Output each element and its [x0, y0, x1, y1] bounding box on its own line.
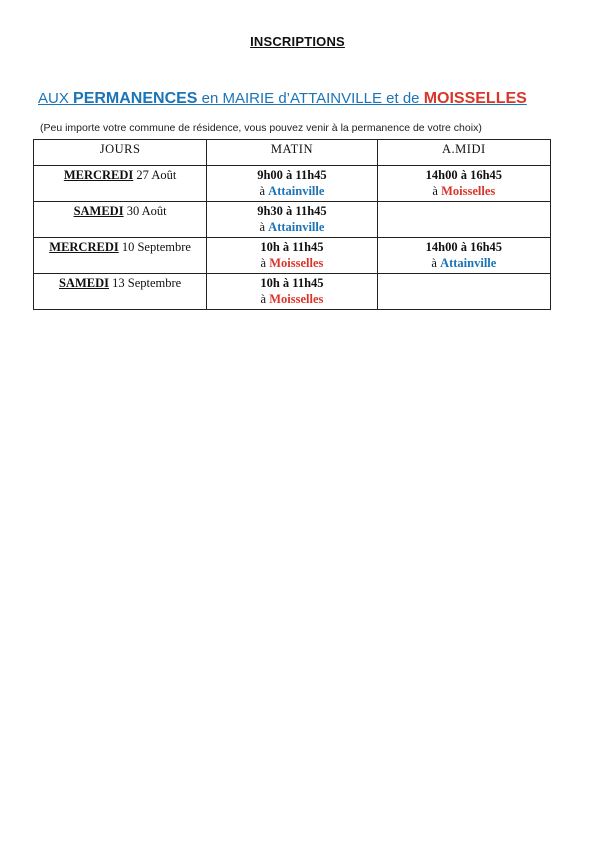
place-name: Moisselles: [269, 256, 324, 270]
slot-time: 9h30 à 11h45: [257, 204, 327, 218]
heading-part-permanences: PERMANENCES: [73, 90, 198, 107]
table-row: [34, 202, 551, 238]
slot-time: 9h00 à 11h45: [257, 168, 327, 182]
day-date: 10 Septembre: [121, 240, 191, 254]
page-title: INSCRIPTIONS: [250, 34, 345, 49]
slot-time: 14h00 à 16h45: [425, 240, 503, 254]
place-prefix: à: [432, 184, 442, 198]
permanences-heading: [38, 90, 527, 108]
day-date: 13 Septembre: [112, 276, 182, 290]
day-date: 27 Août: [136, 168, 177, 182]
table-row: [34, 238, 551, 274]
matin-cell: [207, 166, 377, 202]
slot-time: 14h00 à 16h45: [425, 168, 503, 182]
place-name: Moisselles: [269, 292, 324, 306]
slot-place: [210, 219, 373, 235]
header-amidi: A.MIDI: [377, 140, 550, 166]
table-row: [34, 274, 551, 310]
place-name: Attainville: [268, 220, 325, 234]
slot-time: 10h à 11h45: [260, 240, 324, 254]
place-prefix: à: [260, 256, 270, 270]
slot-place: [381, 255, 547, 271]
day-name: SAMEDI: [73, 204, 124, 218]
day-cell: [34, 166, 207, 202]
place-prefix: à: [431, 256, 441, 270]
amidi-cell-empty: [377, 202, 550, 238]
slot-place: [210, 183, 373, 199]
matin-cell: [207, 202, 377, 238]
heading-part-moisselles: MOISSELLES: [423, 90, 527, 107]
day-cell: [34, 238, 207, 274]
heading-part-aux: AUX: [38, 90, 74, 107]
day-name: MERCREDI: [63, 168, 134, 182]
day-cell: [34, 274, 207, 310]
matin-cell: [207, 274, 377, 310]
place-name: Attainville: [268, 184, 325, 198]
day-name: MERCREDI: [49, 240, 119, 254]
place-prefix: à: [260, 292, 270, 306]
slot-time: 10h à 11h45: [260, 276, 324, 290]
residence-note: (Peu importe votre commune de résidence, vous pouvez venir à la permanence de votre choix): [40, 122, 482, 134]
slot-place: [381, 183, 547, 199]
place-name: Moisselles: [441, 184, 496, 198]
table-header-row: [34, 140, 551, 166]
amidi-cell: [377, 166, 550, 202]
schedule-table: [33, 139, 551, 310]
place-prefix: à: [259, 184, 269, 198]
place-name: Attainville: [440, 256, 497, 270]
amidi-cell: [377, 238, 550, 274]
slot-place: [210, 291, 373, 307]
table-row: [34, 166, 551, 202]
slot-place: [210, 255, 373, 271]
heading-part-mairie: en MAIRIE d’ATTAINVILLE et de: [197, 90, 424, 107]
place-prefix: à: [259, 220, 269, 234]
day-cell: [34, 202, 207, 238]
day-date: 30 Août: [126, 204, 167, 218]
day-name: SAMEDI: [58, 276, 109, 290]
header-jours: JOURS: [34, 140, 207, 166]
matin-cell: [207, 238, 377, 274]
header-matin: MATIN: [207, 140, 377, 166]
amidi-cell-empty: [377, 274, 550, 310]
